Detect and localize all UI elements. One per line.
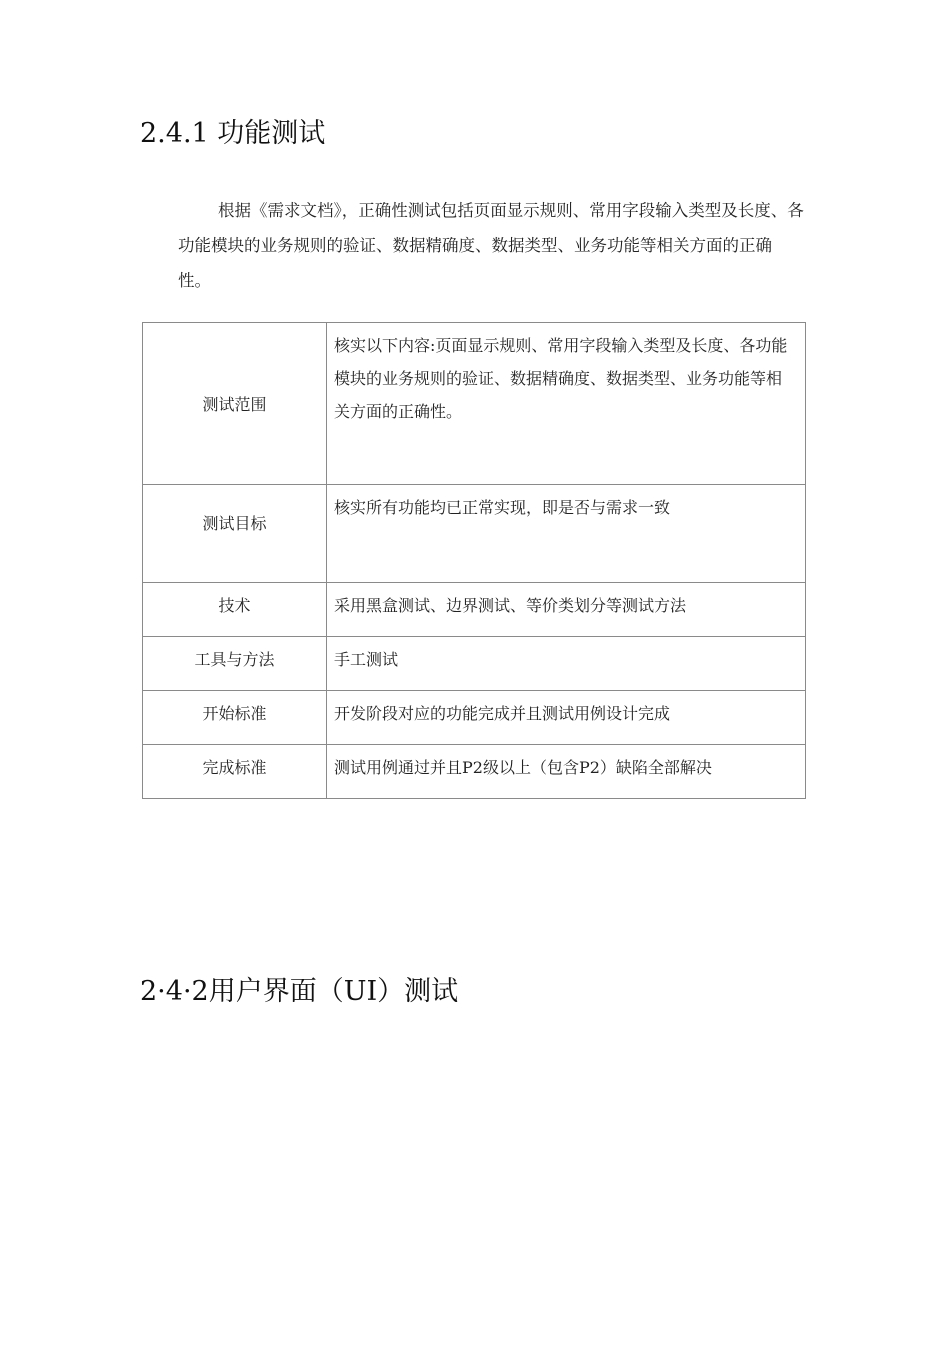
row-content: 核实所有功能均已正常实现，即是否与需求一致: [327, 485, 806, 583]
table-row-goal: [143, 485, 806, 583]
table-row-technique: [143, 583, 806, 637]
row-label: 技术: [143, 583, 327, 637]
row-content: 核实以下内容:页面显示规则、常用字段输入类型及长度、各功能模块的业务规则的验证、数据精确度、数据类型、业务功能等相关方面的正确性。: [327, 323, 806, 485]
table-row-tools: [143, 637, 806, 691]
table-row-entry-criteria: [143, 691, 806, 745]
table-row-scope: [143, 323, 806, 485]
row-content: 采用黑盒测试、边界测试、等价类划分等测试方法: [327, 583, 806, 637]
section-heading-functional-test: 2.4.1 功能测试: [140, 118, 326, 149]
intro-paragraph: 根据《需求文档》，正确性测试包括页面显示规则、常用字段输入类型及长度、各功能模块的业务规则的验证、数据精确度、数据类型、业务功能等相关方面的正确性。: [178, 201, 804, 290]
row-content: 开发阶段对应的功能完成并且测试用例设计完成: [327, 691, 806, 745]
section-heading-ui-test: 2·4·2用户界面（UI）测试: [140, 976, 459, 1007]
table-row-exit-criteria: [143, 745, 806, 799]
row-label: 工具与方法: [143, 637, 327, 691]
row-label: 开始标准: [143, 691, 327, 745]
row-label: 测试范围: [143, 323, 327, 485]
row-content: 手工测试: [327, 637, 806, 691]
row-label: 测试目标: [143, 485, 327, 583]
row-content: 测试用例通过并且P2级以上（包含P2）缺陷全部解决: [327, 745, 806, 799]
test-spec-table: [142, 322, 806, 799]
row-label: 完成标准: [143, 745, 327, 799]
